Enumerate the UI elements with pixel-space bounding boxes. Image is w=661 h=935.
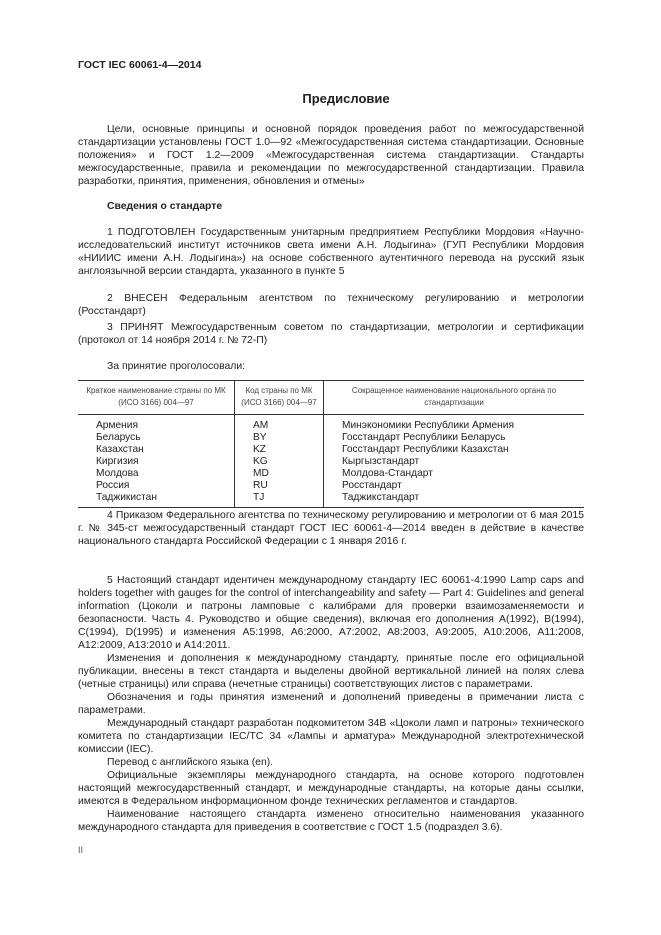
table-header: Краткое наименование страны по МК (ИСО 3166) 004—97 <box>78 381 235 415</box>
country-name: Казахстан <box>96 444 144 455</box>
table-header: Код страны по МК (ИСО 3166) 004—97 <box>235 381 324 415</box>
country-code: BY <box>235 432 324 444</box>
standards-body: Молдова-Стандарт <box>324 468 585 480</box>
table-header: Сокращенное наименование национального органа по стандартизации <box>324 381 585 415</box>
country-name: Молдова <box>96 468 139 479</box>
table-row <box>78 468 584 480</box>
table-row <box>78 456 584 468</box>
country-name: Киргизия <box>96 456 139 467</box>
page-number: II <box>78 845 84 855</box>
standards-body: Госстандарт Республики Беларусь <box>324 432 585 444</box>
paragraph-5: 5 Настоящий стандарт идентичен международному стандарту IEC 60061-4:1990 Lamp caps and holders together with gauges for the control of interchangeability and safety — Part 4: Guidelines and general information (Цоколи и патроны ламповые с калибрами для проверки взаимозаменяемости и безопасности. Часть 4. Руководство и общие сведения), включая его дополнения A(1992), B(1994), C(1994), D(1995) и изменения A5:1998, A6:2000, A7:2002, A8:2003, A9:2005, A10:2006, A11:2008, A12:2009, A13:2010 и A14:2011. <box>78 575 584 651</box>
standards-body: Росстандарт <box>324 480 585 492</box>
country-name: Таджикистан <box>78 492 235 508</box>
voted-label: За принятие проголосовали: <box>107 361 246 372</box>
standards-body: Госстандарт Республики Казахстан <box>324 444 585 456</box>
standards-body: Минэкономики Республики Армения <box>324 415 585 433</box>
paragraph-6: Изменения и дополнения к международному стандарту, принятые после его официальной публикации, внесены в текст стандарта и выделены двойной вертикальной линией на полях слева (четные страницы) или справа (нечетные страницы) соответствующих листов с параметрами. <box>78 653 584 690</box>
country-code: KZ <box>235 444 324 456</box>
paragraph-2: 2 ВНЕСЕН Федеральным агентством по техническому регулированию и метрологии (Росстандарт) <box>78 293 584 317</box>
intro-paragraph: Цели, основные принципы и основной порядок проведения работ по межгосударственной стандартизации установлены ГОСТ 1.0—92 «Межгосударственная система стандартизации. Основные положения» и ГОСТ 1.2—2009 «Межгосударственная система стандартизации. Стандарты межгосударственные, правила и рекомендации по межгосударственной стандартизации. Правила разработки, принятия, применения, обновления и отмены» <box>78 124 584 187</box>
document-id: ГОСТ IEC 60061-4—2014 <box>78 59 202 71</box>
paragraph-1: 1 ПОДГОТОВЛЕН Государственным унитарным предприятием Республики Мордовия «Научно-исследовательский институт источников света имени А.Н. Лодыгина» (ГУП Республики Мордовия «НИИИС имени А.Н. Лодыгина») на основе собственного аутентичного перевода на русский язык англоязычной версии стандарта, указанного в пункте 5 <box>78 227 584 277</box>
country-code: KG <box>235 456 324 468</box>
country-name: Россия <box>96 480 130 491</box>
paragraph-9: Перевод с английского языка (en). <box>107 757 274 768</box>
paragraph-3: 3 ПРИНЯТ Межгосударственным советом по стандартизации, метрологии и сертификации (протокол от 14 ноября 2014 г. № 72-П) <box>78 322 584 346</box>
country-name: Беларусь <box>96 432 141 443</box>
paragraph-8: Международный стандарт разработан подкомитетом 34B «Цоколи ламп и патроны» технического комитета по стандартизации IEC/TC 34 «Лампы и арматура» Международной электротехнической комиссии (IEC). <box>78 718 584 755</box>
voting-table <box>78 380 584 508</box>
country-code: AM <box>235 415 324 433</box>
paragraph-4: 4 Приказом Федерального агентства по техническому регулированию и метрологии от 6 мая 2015 г. № 345-ст межгосударственный стандарт ГОСТ IEC 60061-4—2014 введен в действие в качестве национального стандарта Российской Федерации с 1 января 2016 г. <box>78 510 584 547</box>
country-code: MD <box>235 468 324 480</box>
standards-body: Таджикстандарт <box>324 492 585 508</box>
table-row <box>78 432 584 444</box>
paragraph-10: Официальные экземпляры международного стандарта, на основе которого подготовлен настоящий межгосударственный стандарт, и международные стандарты, на которые даны ссылки, имеются в Федеральном информационном фонде технических регламентов и стандартов. <box>78 770 584 807</box>
country-name: Армения <box>96 420 138 431</box>
standards-body: Кыргызстандарт <box>324 456 585 468</box>
table-row <box>78 415 584 433</box>
paragraph-7: Обозначения и годы принятия изменений и дополнений приведены в примечании листа с параметрами. <box>78 692 584 716</box>
country-code: RU <box>235 480 324 492</box>
paragraph-11: Наименование настоящего стандарта изменено относительно наименования указанного международного стандарта для приведения в соответствие с ГОСТ 1.5 (подраздел 3.6). <box>78 809 584 833</box>
table-row <box>78 480 584 492</box>
table-row <box>78 492 584 508</box>
table-row <box>78 444 584 456</box>
country-code: TJ <box>235 492 324 508</box>
page-title: Предисловие <box>302 91 390 106</box>
section-title: Сведения о стандарте <box>107 201 223 212</box>
